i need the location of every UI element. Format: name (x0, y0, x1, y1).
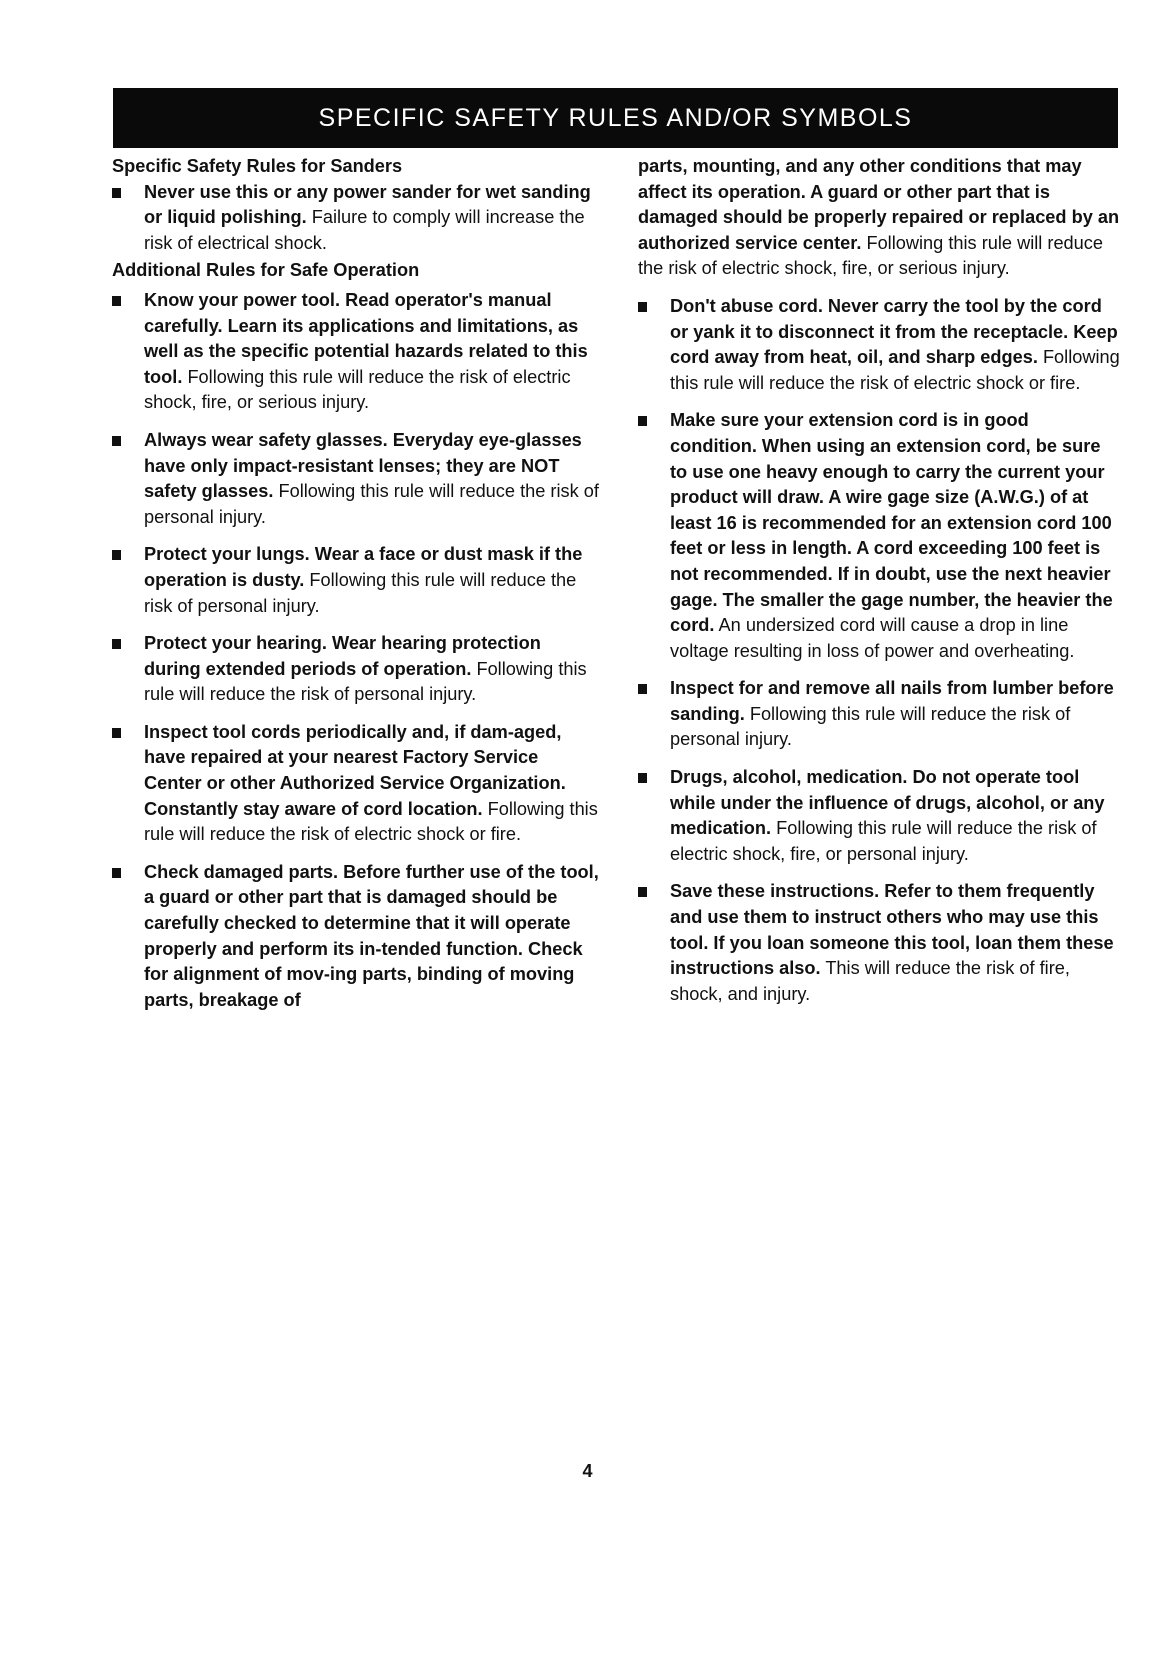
rule-item-protect-lungs (112, 542, 600, 619)
rule-item-check-damaged-parts (112, 860, 600, 1014)
rule-bold-text: Drugs, alcohol, medication. Do not operate tool while under the influence of drugs, alcohol, or any medication. (670, 767, 1105, 839)
rule-item-inspect-cords (112, 720, 600, 848)
rule-bold-text: Inspect tool cords periodically and, if dam-aged, have repaired at your nearest Factory Service Center or other Authorized Service Organization. Constantly stay aware of cord location. (144, 721, 566, 819)
square-bullet-icon (112, 296, 121, 306)
rule-bold-text: Protect your lungs. Wear a face or dust mask if the operation is dusty. (144, 544, 583, 590)
square-bullet-icon (638, 684, 647, 694)
square-bullet-icon (112, 550, 121, 560)
square-bullet-icon (112, 188, 121, 198)
rule-item-save-instructions (638, 879, 1120, 1007)
square-bullet-icon (112, 436, 121, 446)
rule-bold-text: Know your power tool. Read operator's manual carefully. Learn its applications and limitations, as well as the specific potential hazards related to this tool. (144, 289, 588, 387)
rule-normal-text: Following this rule will reduce the risk of electric shock or fire. (670, 347, 1120, 393)
rule-normal-text: Following this rule will reduce the risk of personal injury. (670, 703, 1071, 750)
rule-bold-text: Never use this or any power sander for wet sanding or liquid polishing. (144, 181, 591, 228)
rule-normal-text: This will reduce the risk of fire, shock, and injury. (670, 958, 1070, 1004)
rule-bold-text: parts, mounting, and any other conditions that may affect its operation. A guard or other part that is damaged should be properly repaired or replaced by an authorized service center. (638, 156, 1120, 253)
rule-normal-text: Following this rule will reduce the risk of personal injury. (144, 658, 587, 705)
rule-bold-text: Protect your hearing. Wear hearing protection during extended periods of operation. (144, 633, 541, 679)
page-number: 4 (582, 1461, 593, 1481)
square-bullet-icon (112, 639, 121, 649)
rule-normal-text: Following this rule will reduce the risk of electric shock, fire, or serious injury. (144, 366, 571, 413)
square-bullet-icon (638, 773, 647, 783)
rule-bold-text: Don't abuse cord. Never carry the tool by the cord or yank it to disconnect it from the receptacle. Keep cord away from heat, oil, and sharp edges. (670, 295, 1118, 368)
rule-bold-text: Always wear safety glasses. Everyday eye-glasses have only impact-resistant lenses; they are NOT safety glasses. (144, 429, 582, 502)
section-title: SPECIFIC SAFETY RULES AND/OR SYMBOLS (318, 103, 913, 132)
heading-sanders: Specific Safety Rules for Sanders (112, 156, 403, 176)
rule-normal-text: Following this rule will reduce the risk of electric shock or fire. (144, 798, 598, 845)
rule-continuation (638, 154, 1120, 282)
rule-bold-text: Check damaged parts. Before further use of the tool, a guard or other part that is damaged should be carefully checked to determine that it will operate properly and perform its in-tended function. Check for alignment of mov-ing parts, binding of moving parts, breakage of (144, 861, 599, 1010)
heading-additional-rules: Additional Rules for Safe Operation (112, 260, 420, 281)
rule-normal-text: Following this rule will reduce the risk of electric shock, fire, or serious injury. (638, 232, 1103, 279)
rule-item-remove-nails (638, 676, 1120, 753)
square-bullet-icon (112, 868, 121, 878)
rule-normal-text: Following this rule will reduce the risk of personal injury. (144, 569, 577, 616)
rule-item-dont-abuse-cord (638, 294, 1120, 396)
square-bullet-icon (112, 728, 121, 738)
rule-normal-text: Failure to comply will increase the risk of electrical shock. (144, 207, 585, 253)
square-bullet-icon (638, 416, 647, 426)
rule-normal-text: Following this rule will reduce the risk of electric shock, fire, or personal injury. (670, 818, 1097, 864)
rule-item-protect-hearing (112, 631, 600, 708)
rule-item-safety-glasses (112, 428, 600, 530)
rule-item-drugs-alcohol (638, 765, 1120, 867)
rule-normal-text: An undersized cord will cause a drop in line voltage resulting in loss of power and overheating. (670, 615, 1075, 661)
square-bullet-icon (638, 302, 647, 312)
section-header-bar (113, 88, 1118, 148)
rule-item-wet-sanding (112, 180, 600, 257)
rule-bold-text: Save these instructions. Refer to them frequently and use them to instruct others who may use this tool. If you loan someone this tool, loan them these instructions also. (670, 881, 1114, 979)
square-bullet-icon (638, 887, 647, 897)
rule-bold-text: Inspect for and remove all nails from lumber before sanding. (670, 678, 1114, 724)
rule-bold-text: Make sure your extension cord is in good condition. When using an extension cord, be sure to use one heavy enough to carry the current your product will draw. A wire gage size (A.W.G.) of at least 16 is recommended for an extension cord 100 feet or less in length. A cord exceeding 100 feet is not recommended. If in doubt, use the next heavier gage. The smaller the gage number, the heavier the cord. (670, 410, 1113, 636)
rule-item-know-tool (112, 288, 600, 416)
left-column (112, 154, 600, 1025)
right-column (638, 154, 1120, 1019)
rule-item-extension-cord (638, 408, 1120, 664)
rule-normal-text: Following this rule will reduce the risk of personal injury. (144, 481, 599, 527)
